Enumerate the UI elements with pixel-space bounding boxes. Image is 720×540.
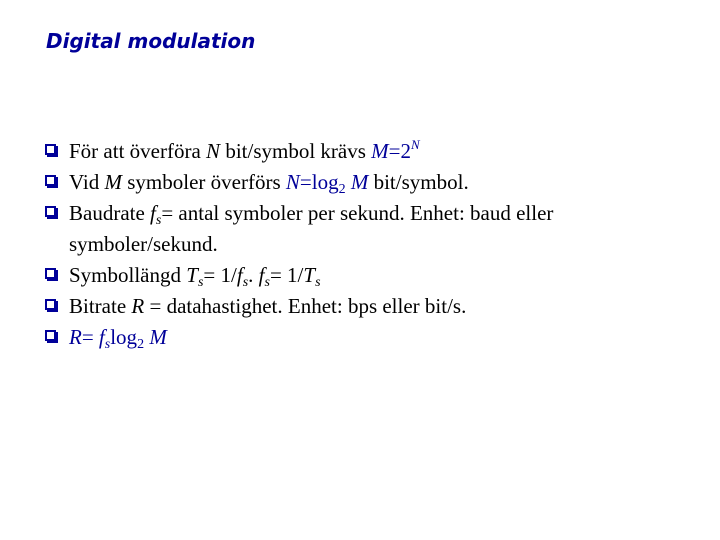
subscript-s: s bbox=[104, 337, 111, 352]
bullet-text: bit/symbol krävs bbox=[220, 139, 372, 163]
var-R: R bbox=[69, 325, 82, 349]
bullet-text: = antal symboler per sekund. Enhet: baud eller symboler/sekund. bbox=[69, 201, 554, 256]
bullet-text: bit/symbol. bbox=[368, 170, 469, 194]
var-M: M bbox=[144, 325, 167, 349]
equation-text: = bbox=[81, 325, 99, 349]
bullet-text: För att överföra bbox=[69, 139, 207, 163]
bullet-text: = datahastighet. Enhet: bps eller bit/s. bbox=[144, 294, 467, 318]
log-base: 2 bbox=[137, 337, 145, 352]
bullet-text: Symbollängd bbox=[69, 263, 187, 287]
bullet-text: Bitrate bbox=[69, 294, 132, 318]
subscript-s: s bbox=[264, 275, 270, 290]
equation-text: log bbox=[110, 325, 138, 349]
equation-text: =2 bbox=[388, 139, 411, 163]
var-T: T bbox=[303, 263, 316, 287]
square-bullet-icon bbox=[45, 330, 56, 341]
var-T: T bbox=[186, 263, 198, 287]
var-N: N bbox=[206, 139, 221, 163]
exponent-N: N bbox=[411, 137, 420, 152]
slide-title: Digital modulation bbox=[46, 29, 256, 53]
var-M: M bbox=[104, 170, 122, 194]
bullet-item-baudrate bbox=[44, 198, 704, 260]
bullet-text: symboler överförs bbox=[122, 170, 286, 194]
var-f: f bbox=[150, 201, 156, 225]
subscript-s: s bbox=[242, 275, 249, 290]
bullet-text: Baudrate bbox=[69, 201, 151, 225]
bullet-text: . bbox=[248, 263, 259, 287]
square-bullet-icon bbox=[45, 175, 56, 186]
square-bullet-icon bbox=[45, 268, 56, 279]
square-bullet-icon bbox=[45, 144, 56, 155]
var-R: R bbox=[131, 294, 145, 318]
var-M: M bbox=[371, 139, 389, 163]
bullet-item-bitrate-formula bbox=[44, 322, 704, 353]
subscript-s: s bbox=[197, 275, 204, 290]
var-f: f bbox=[258, 263, 265, 287]
var-N: N bbox=[285, 170, 300, 194]
var-M: M bbox=[350, 170, 369, 194]
subscript-s: s bbox=[155, 213, 162, 228]
subscript-s: s bbox=[315, 275, 321, 290]
bullet-item-bitrate bbox=[44, 291, 704, 322]
bullet-item-symbols bbox=[44, 167, 704, 198]
var-f: f bbox=[98, 325, 105, 349]
bullet-text: = 1/ bbox=[269, 263, 304, 287]
bullet-text: = 1/ bbox=[203, 263, 237, 287]
bullet-list bbox=[44, 136, 704, 353]
bullet-text: Vid bbox=[69, 170, 105, 194]
bullet-item-symbol-length bbox=[44, 260, 704, 291]
equation-text: =log bbox=[299, 170, 339, 194]
bullet-item-bits-per-symbol bbox=[44, 136, 704, 167]
square-bullet-icon bbox=[45, 206, 56, 217]
log-base: 2 bbox=[338, 182, 346, 197]
square-bullet-icon bbox=[45, 299, 56, 310]
var-f: f bbox=[236, 263, 243, 287]
